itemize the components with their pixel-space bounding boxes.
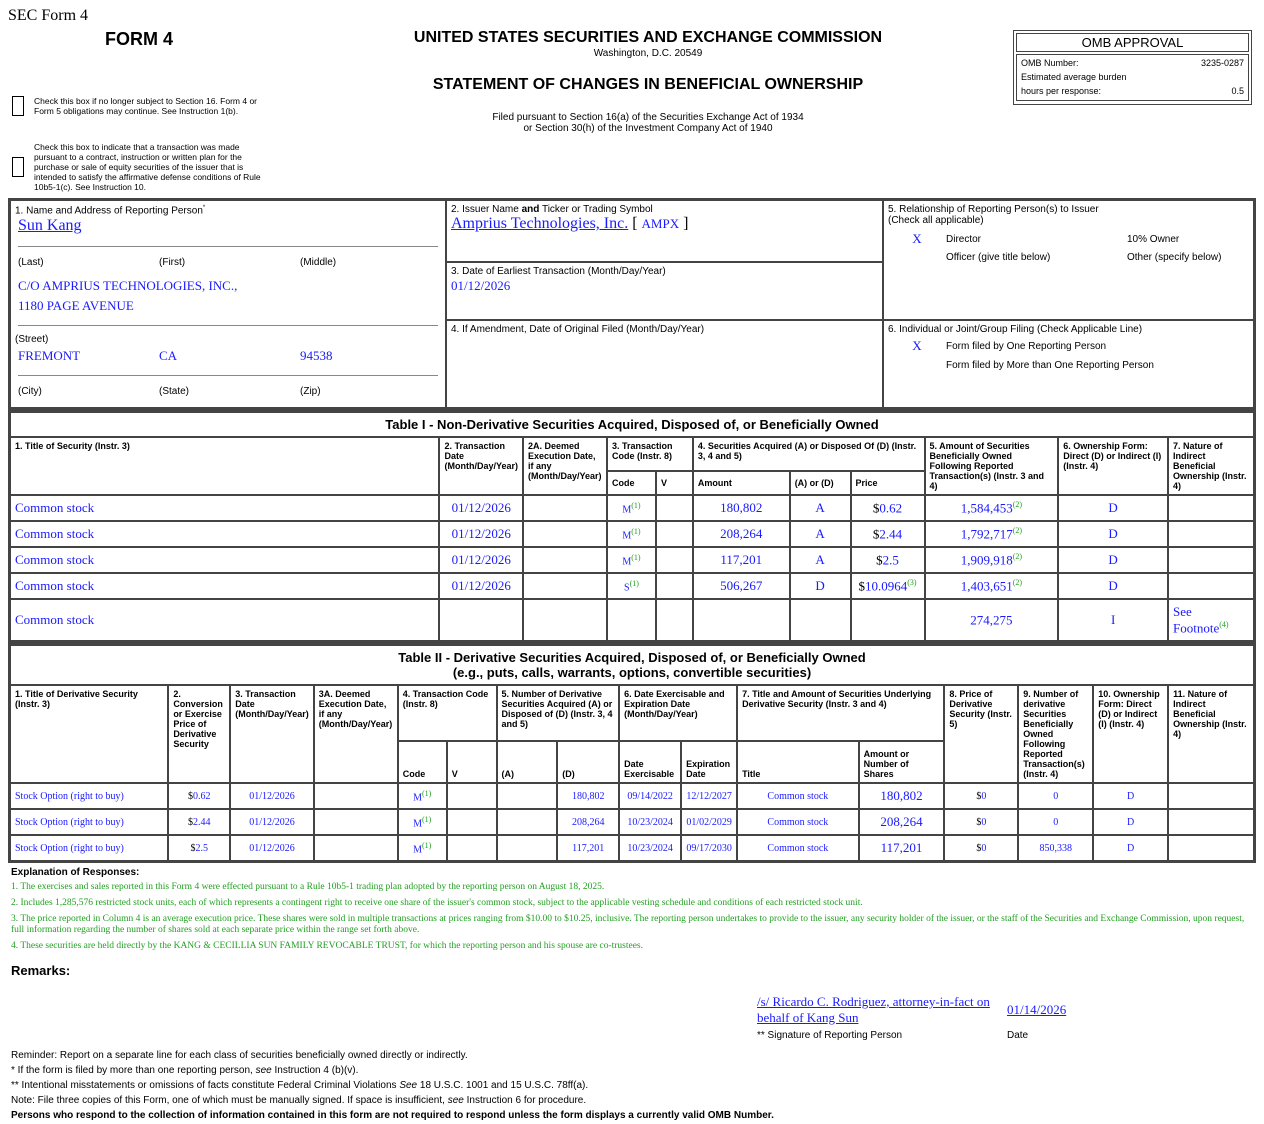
table-non-derivative: Table I - Non-Derivative Securities Acquired, Disposed of, or Beneficially Owned 1. Title of Security (Instr. 3) 2. Transaction Date (Month/Day/Year) 2A. Deemed Execution Date, if any (Month/Day/Year) 3. Transaction Code (Instr. 8) 4. Securities Acquired (A) or Disposed Of (D) (Instr. 3, 4 and 5) 5. Amount of Securities Beneficially Owned Following Reported Transaction(s) (Instr. 3 and 4) 6. Ownership Form: Direct (D) or Indirect (I) (Instr. 4) 7. Nature of Indirect Beneficial Ownership (Instr. 4) Code V Amount (A) or (D) Price Common stock 01/12/2026 M$^{(1)}$ 180,802 A $0.62 1,584,453$^{(2)}$ D Common stock 01/12/2026 M$^{(1)}$ 208,264 A $2.44 1,792,717$^{(2)}$ D Common stock 01/12/2026 M$^{(1)}$ 117,201 A $2.5 1,909,918$^{(2)}$ D Common stock 01/12/2026 S$^{(1)}$ 506,267 D $10.0964$^{(3)}$ 1,403,651$^{(2)}$ D Common stock 274,275 I See Footnote$^{(4)}$	[8, 410, 1256, 643]
section16-checkbox-row: Check this box if no longer subject to Section 16. Form 4 or Form 5 obligations may continue. See Instruction 1(b).	[12, 96, 269, 116]
col-title: 1. Title of Security (Instr. 3)	[10, 437, 439, 495]
table-derivative: Table II - Derivative Securities Acquired, Disposed of, or Beneficially Owned (e.g., puts, calls, warrants, options, convertible securities) 1. Title of Derivative Security (Instr. 3) 2. Conversion or Exercise Price of Derivative Security 3. Transaction Date (Month/Day/Year) 3A. Deemed Execution Date, if any (Month/Day/Year) 4. Transaction Code (Instr. 8) 5. Number of Derivative Securities Acquired (A) or Disposed of (D) (Instr. 3, 4 and 5) 6. Date Exercisable and Expiration Date (Month/Day/Year) 7. Title and Amount of Securities Underlying Derivative Security (Instr. 3 and 4) 8. Price of Derivative Security (Instr. 5) 9. Number of derivative Securities Beneficially Owned Following Reported Transaction(s) (Instr. 4) 10. Ownership Form: Direct (D) or Indirect (I) (Instr. 4) 11. Nature of Indirect Beneficial Ownership (Instr. 4) Code V (A) (D) Date Exercisable Expiration Date Title Amount or Number of Shares Stock Option (right to buy) $0.62 01/12/2026 M$^{(1)}$ 180,802 09/14/2022 12/12/2027 Common stock 180,802 $0 0 D Stock Option (right to buy) $2.44 01/12/2026 M$^{(1)}$ 208,264 10/23/2024 01/02/2029 Common stock 208,264 $0 0 D Stock Option (right to buy) $2.5 01/12/2026 M$^{(1)}$ 117,201 10/23/2024 09/17/2030 Common stock 117,201 $0 850,338 D	[8, 643, 1256, 863]
table1-caption: Table I - Non-Derivative Securities Acquired, Disposed of, or Beneficially Owned	[10, 412, 1254, 437]
rule10b5-checkbox-row: Check this box to indicate that a transaction was made pursuant to a contract, instruction or written plan for the purchase or sale of equity securities of the issuer that is intended to satisfy the affirmative defense conditions of Rule 10b5-1(c). See Instruction 10.	[12, 142, 269, 192]
explanation-of-responses: Explanation of Responses: 1. The exercises and sales reported in this Form 4 were effected pursuant to a Rule 10b5-1 trading plan adopted by the reporting person on August 18, 2025. 2. Includes 1,285,576 restricted stock units, each of which represents a contingent right to receive one share of the issuer's common stock, subject to the applicable vesting schedule and conditions of each restricted stock unit. 3. The price reported in Column 4 is an average execution price. These shares were sold in multiple transactions at prices ranging from $10.00 to $10.25, inclusive. The reporting person undertakes to provide to the issuer, any security holder of the issuer, or the staff of the Securities and Exchange Commission, upon request, full information regarding the number of shares sold at each separate price within the range set forth above. 4. These securities are held directly by the KANG & CECILLIA SUN FAMILY REVOCABLE TRUST, for which the reporting person and his spouse are co-trustees.	[8, 863, 1256, 961]
table-row: Common stock 01/12/2026 S$^{(1)}$ 506,267 D $10.0964$^{(3)}$ 1,403,651$^{(2)}$ D	[10, 573, 1254, 599]
table-row: Stock Option (right to buy) $2.5 01/12/2026 M$^{(1)}$ 117,201 10/23/2024 09/17/2030 Common stock 117,201 $0 850,338 D	[10, 835, 1254, 861]
col-date: 2. Transaction Date (Month/Day/Year)	[439, 437, 523, 495]
agency-address: Washington, D.C. 20549	[593, 48, 703, 59]
form-header	[8, 26, 1256, 198]
footnote-3: 3. The price reported in Column 4 is an average execution price. These shares were sold in multiple transactions at prices ranging from $10.00 to $10.25, inclusive. The reporting person undertakes to provide to the issuer, any security holder of the issuer, or the staff of the Securities and Exchange Commission, upon request, full information regarding the number of shares sold at each separate price within the range set forth above.	[11, 914, 1245, 935]
form-label: FORM 4	[105, 29, 174, 49]
footnote-1: 1. The exercises and sales reported in this Form 4 were effected pursuant to a Rule 10b5-1 trading plan adopted by the reporting person on August 18, 2025.	[11, 882, 605, 892]
divider	[18, 325, 438, 326]
zip-value: 94538	[300, 348, 333, 364]
table-row: Common stock 01/12/2026 M$^{(1)}$ 208,264 A $2.44 1,792,717$^{(2)}$ D	[10, 521, 1254, 547]
table-row: Stock Option (right to buy) $2.44 01/12/2026 M$^{(1)}$ 208,264 10/23/2024 01/02/2029 Common stock 208,264 $0 0 D	[10, 809, 1254, 835]
omb-title: OMB APPROVAL	[1016, 33, 1249, 52]
col-code: 3. Transaction Code (Instr. 8)	[607, 437, 693, 471]
footnote-4: 4. These securities are held directly by the KANG & CECILLIA SUN FAMILY REVOCABLE TRUST, for which the reporting person and his spouse are co-trustees.	[11, 941, 643, 951]
filing-type-box: 6. Individual or Joint/Group Filing (Check Applicable Line) X Form filed by One Reporting Person Form filed by More than One Reporting Person	[883, 320, 1254, 408]
signature-date-link[interactable]: 01/14/2026	[1007, 1002, 1067, 1017]
col-deemed: 2A. Deemed Execution Date, if any (Month/Day/Year)	[523, 437, 607, 495]
form-notes: Reminder: Report on a separate line for each class of securities beneficially owned directly or indirectly. * If the form is filed by more than one reporting person, see Instruction 4 (b)(v). ** Intentional misstatements or omissions of facts constitute Federal Criminal Violations See 18 U.S.C. 1001 and 15 U.S.C. 78ff(a). Note: File three copies of this Form, one of which must be manually signed. If space is insufficient, see Instruction 6 for procedure. Persons who respond to the collection of information contained in this form are not required to respond unless the form displays a currently valid OMB Number.	[11, 1050, 774, 1121]
relationship-box: 5. Relationship of Reporting Person(s) to Issuer (Check all applicable) X Director 10% Owner Officer (give title below) Other (specify below)	[883, 200, 1254, 320]
statement-title: STATEMENT OF CHANGES IN BENEFICIAL OWNERSHIP	[432, 76, 864, 93]
agency-name: UNITED STATES SECURITIES AND EXCHANGE COMMISSION	[413, 29, 883, 46]
reporting-person-link[interactable]: Sun Kang	[18, 217, 82, 235]
col-acquired: 4. Securities Acquired (A) or Disposed Of (D) (Instr. 3, 4 and 5)	[693, 437, 925, 471]
issuer-link[interactable]: Amprius Technologies, Inc.	[451, 215, 629, 232]
signature-link[interactable]: /s/ Ricardo C. Rodriguez, attorney-in-fact on behalf of Kang Sun	[757, 994, 990, 1025]
issuer-box: 2. Issuer Name and Ticker or Trading Symbol Amprius Technologies, Inc. [ AMPX ]	[446, 200, 883, 262]
footnote-2: 2. Includes 1,285,576 restricted stock units, each of which represents a contingent right to receive one share of the issuer's common stock, subject to the applicable vesting schedule and conditions of each restricted stock unit.	[11, 898, 863, 908]
divider	[18, 375, 438, 376]
reporting-person-box: 1. Name and Address of Reporting Person* Sun Kang (Last) (First) (Middle) C/O AMPRIUS TECHNOLOGIES, INC., 1180 PAGE AVENUE (Street) FREMONT CA 94538 (City) (State) (Zip)	[10, 200, 446, 408]
signature-block: /s/ Ricardo C. Rodriguez, attorney-in-fact on behalf of Kang Sun 01/14/2026 ** Signature of Reporting Person Date	[757, 994, 1067, 1041]
street-address: C/O AMPRIUS TECHNOLOGIES, INC., 1180 PAGE AVENUE	[18, 278, 238, 314]
section16-checkbox[interactable]	[12, 96, 24, 116]
officer-check-mark[interactable]	[888, 252, 946, 263]
table-row: Common stock 274,275 I See Footnote$^{(4)}$	[10, 599, 1254, 641]
rule10b5-checkbox[interactable]	[12, 157, 24, 177]
omb-hours: 0.5	[1231, 86, 1244, 96]
agency-block	[388, 29, 908, 134]
omb-approval-box: OMB APPROVAL OMB Number: 3235-0287 Estimated average burden hours per response: 0.5	[1013, 30, 1252, 105]
col-owned: 5. Amount of Securities Beneficially Owned Following Reported Transaction(s) (Instr. 3 and 4)	[925, 437, 1059, 495]
table-row: Stock Option (right to buy) $0.62 01/12/2026 M$^{(1)}$ 180,802 09/14/2022 12/12/2027 Common stock 180,802 $0 0 D	[10, 783, 1254, 809]
multi-person-check-mark[interactable]	[888, 360, 946, 371]
table2-caption: Table II - Derivative Securities Acquired, Disposed of, or Beneficially Owned (e.g., puts, calls, warrants, options, convertible securities)	[10, 645, 1254, 685]
earliest-transaction-box: 3. Date of Earliest Transaction (Month/Day/Year) 01/12/2026	[446, 262, 883, 320]
table-row: Common stock 01/12/2026 M$^{(1)}$ 180,802 A $0.62 1,584,453$^{(2)}$ D	[10, 495, 1254, 521]
one-person-check-mark[interactable]: X	[912, 338, 922, 353]
divider	[18, 246, 438, 247]
col-form: 6. Ownership Form: Direct (D) or Indirect (I) (Instr. 4)	[1058, 437, 1168, 495]
city-value: FREMONT	[18, 348, 81, 364]
earliest-transaction-date: 01/12/2026	[451, 278, 511, 293]
table-row: Common stock 01/12/2026 M$^{(1)}$ 117,201 A $2.5 1,909,918$^{(2)}$ D	[10, 547, 1254, 573]
state-value: CA	[159, 348, 178, 364]
col-nature: 7. Nature of Indirect Beneficial Ownership (Instr. 4)	[1168, 437, 1254, 495]
ticker-symbol: AMPX	[641, 216, 680, 231]
amendment-box: 4. If Amendment, Date of Original Filed (Month/Day/Year)	[446, 320, 883, 408]
remarks-heading: Remarks:	[11, 963, 71, 978]
filed-pursuant: Filed pursuant to Section 16(a) of the Securities Exchange Act of 1934 or Section 30(h) of the Investment Company Act of 1940	[492, 112, 804, 134]
omb-number: 3235-0287	[1200, 58, 1244, 68]
sec-form-title: SEC Form 4	[8, 7, 89, 24]
reporting-info-grid	[8, 198, 1256, 410]
director-check-mark[interactable]: X	[912, 231, 922, 246]
